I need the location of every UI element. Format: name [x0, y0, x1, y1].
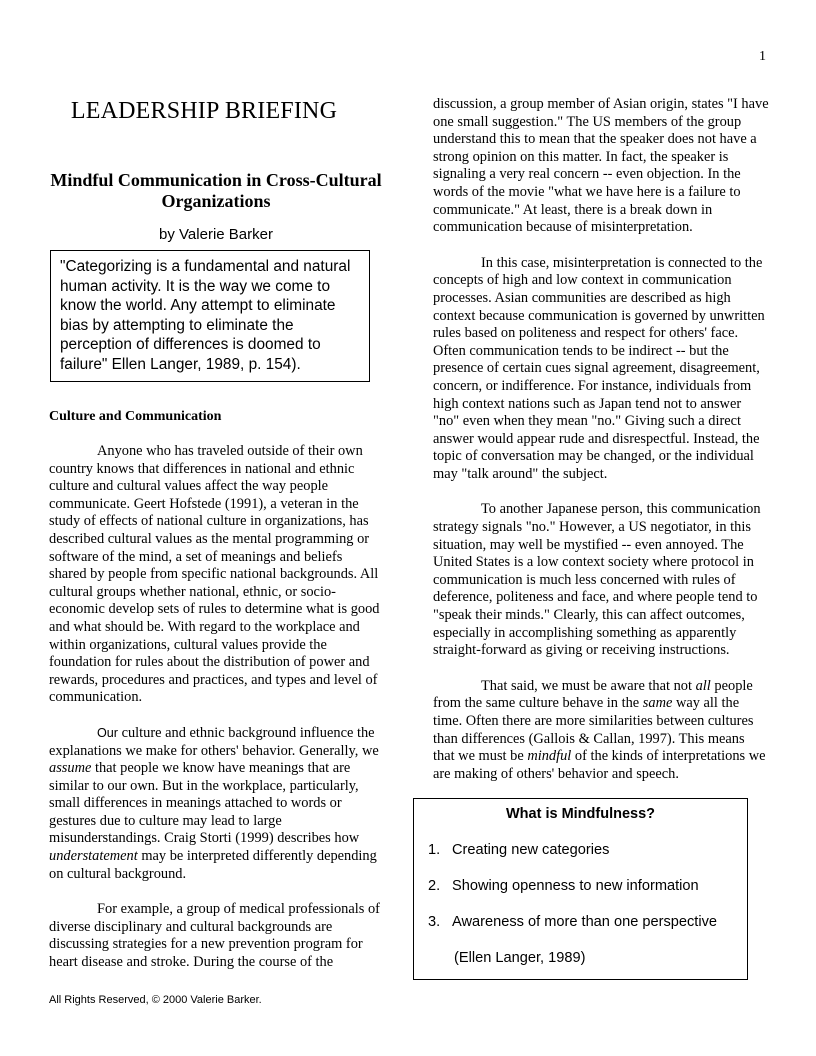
emphasis-all: all [695, 677, 711, 694]
paragraph-start-word: Our [97, 725, 118, 740]
list-item [414, 842, 747, 859]
emphasis-same: same [642, 695, 673, 712]
mindfulness-list [414, 842, 747, 931]
list-item [414, 914, 747, 931]
list-item-number: 3. [428, 914, 441, 930]
emphasis-understatement: understatement [49, 848, 138, 865]
byline: by Valerie Barker [159, 226, 273, 243]
paragraph-mindful-awareness [433, 678, 769, 784]
paragraph-high-low-context: In this case, misinterpretation is connected to the concepts of high and low context in communication processes. Asian communities are described as high context because communication is governed by unwritten rules based on politeness and respect for others' face. Often communication tends to be indirect -- but the presence of certain cues signal agreement, disagreement, concern, or indifference. For instance, individuals from high context nations such as Japan tend not to answer "no" even when they mean "no." Giving such a direct answer would appear rude and disrespectful. Instead, the topic of conversation may be changed, or the individual may "talk around" the subject. [433, 254, 765, 482]
paragraph-japanese-negotiation: To another Japanese person, this communication strategy signals "no." However, a US negotiator, in this situation, may well be mystified -- even annoyed. The United States is a low context society where protocol in communication is much less concerned with rules of deference, politeness and face, and where people tend to "speak their minds." Clearly, this can affect outcomes, especially in accomplishing something as apparently straight-forward as giving or receiving instructions. [433, 501, 761, 659]
list-item-number: 1. [428, 842, 441, 858]
paragraph-culture-values: Anyone who has traveled outside of their own country knows that differences in national and ethnic culture and cultural values affect the way people communicate. Geert Hofstede (1991), a veteran in the study of effects of national culture in organizations, has described cultural values as the mental programming or software of the mind, a set of meanings and beliefs shared by people from specific national backgrounds. All cultural groups whether national, ethnic, or socio-economic develop sets of rules to determine what is good and what should be. With regard to the workplace and within organizations, cultural values provide the foundation for rules about the distribution of power and rewards, procedures and practices, and types and level of communication. [49, 443, 380, 706]
list-item-text: Showing openness to new information [452, 878, 699, 894]
left-column [49, 96, 383, 972]
text-segment: may be interpreted differently depending on cultural background. [49, 848, 377, 882]
mindfulness-box [413, 798, 748, 980]
list-item-number: 2. [428, 878, 441, 894]
text-segment: That said, we must be aware that not [481, 677, 696, 694]
list-item-text: Awareness of more than one perspective [452, 914, 718, 930]
paragraph-example-start: For example, a group of medical professionals of diverse disciplinary and cultural backgrounds are discussing strategies for a new prevention program for heart disease and stroke. During the course of the [49, 901, 380, 971]
text-segment: people from the same culture behave in the [433, 677, 753, 712]
mindfulness-source: (Ellen Langer, 1989) [454, 950, 586, 966]
text-segment: that people we know have meanings that are similar to our own. But in the workplace, particularly, small differences in meanings attached to words or gestures due to culture may lead to large misunderstandings. Craig Storti (1999) describes how [49, 760, 360, 847]
text-segment: way all the time. Often there are more similarities between cultures than differences (Gallois & Callan, 1997). This means that we must be [433, 695, 754, 765]
right-column [433, 96, 769, 783]
briefing-title: LEADERSHIP BRIEFING [70, 98, 338, 124]
emphasis-mindful: mindful [527, 748, 572, 765]
page-number: 1 [759, 49, 766, 64]
copyright-footer: All Rights Reserved, © 2000 Valerie Barker. [49, 994, 262, 1006]
list-item [414, 878, 747, 895]
mindfulness-title: What is Mindfulness? [505, 806, 656, 822]
text-segment: culture and ethnic background influence the explanations we make for others' behavior. Generally, we [49, 724, 379, 759]
section-heading: Culture and Communication [49, 409, 222, 424]
list-item-text: Creating new categories [452, 842, 610, 858]
paragraph-ethnic-background [49, 725, 383, 883]
article-title: Mindful Communication in Cross-Cultural Organizations [50, 170, 382, 211]
text-segment: of the kinds of interpretations we are making of others' behavior and speech. [433, 748, 766, 782]
paragraph-example-continued: discussion, a group member of Asian origin, states "I have one small suggestion." The US members of the group understand this to mean that the speaker does not have a strong opinion on this matter. In fact, the speaker is signaling a very real concern -- even objection. In the words of the movie "what we have here is a failure to communicate." At least, there is a break down in communication because of misinterpretation. [433, 96, 769, 236]
quote-box: "Categorizing is a fundamental and natural human activity. It is the way we come to know the world. Any attempt to eliminate bias by attempting to eliminate the perception of differences is doomed to failure" Ellen Langer, 1989, p. 154). [50, 250, 370, 382]
emphasis-assume: assume [49, 760, 92, 777]
